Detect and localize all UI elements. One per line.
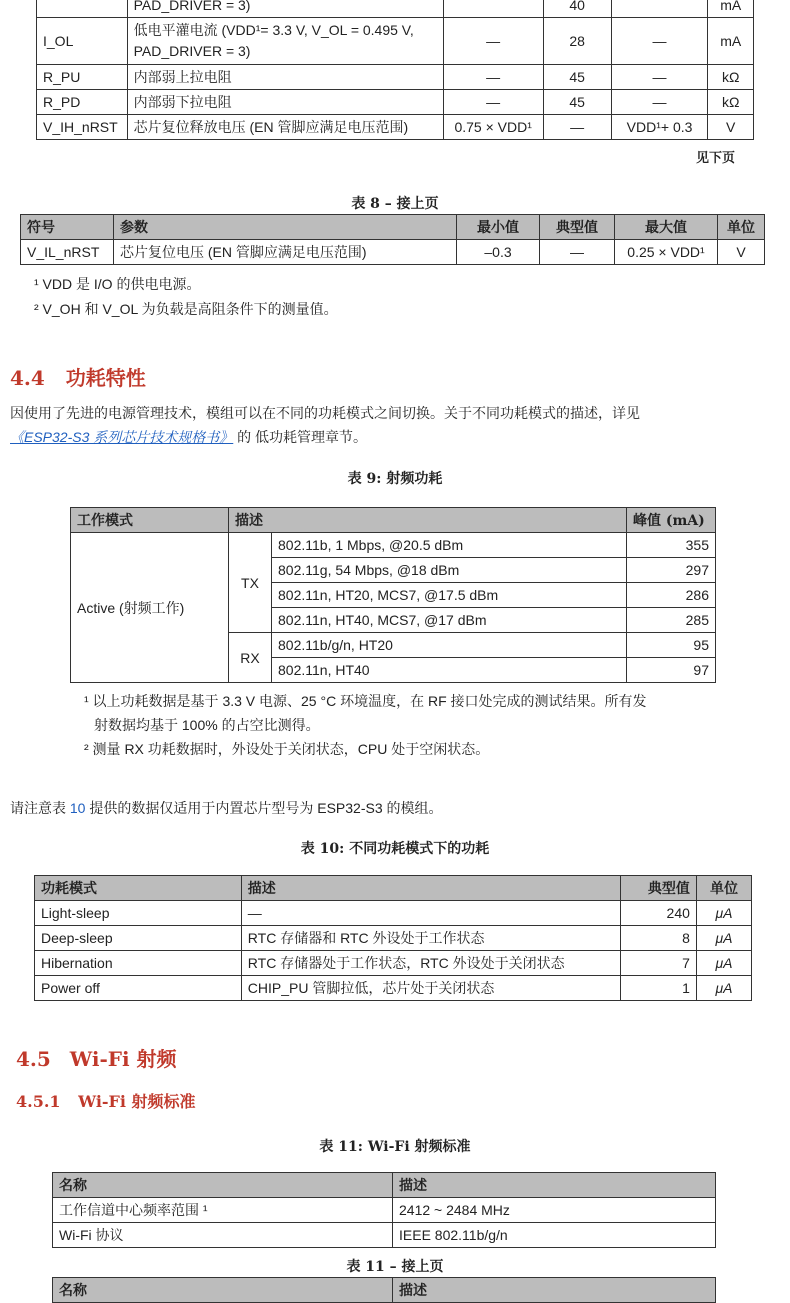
table-cell: —: [241, 901, 620, 926]
table-cell: R_PU: [37, 65, 128, 90]
footnote: ¹ VDD 是 I/O 的供电电源。: [34, 276, 201, 292]
table10-caption: 表 10: 不同功耗模式下的功耗: [300, 841, 490, 857]
column-header: 描述: [241, 876, 620, 901]
table-cell: I_OL: [37, 18, 128, 65]
table-cell: μA: [696, 901, 751, 926]
table-row: [37, 18, 754, 65]
table11-cont: [52, 1277, 716, 1303]
rx-cell: RX: [229, 633, 272, 683]
footnote: ¹ 以上功耗数据是基于 3.3 V 电源、25 °C 环境温度，在 RF 接口处完成的测试结果。所有发: [84, 693, 647, 709]
table-cell: —: [443, 65, 543, 90]
table-row: [35, 926, 752, 951]
tx-cell: TX: [229, 533, 272, 633]
table-cell: 97: [627, 658, 716, 683]
column-header: 典型值: [621, 876, 697, 901]
section-title: Wi-Fi 射频标准: [78, 1092, 196, 1111]
table8-caption: 表 8 – 接上页: [351, 196, 439, 212]
table-cell: RTC 存储器处于工作状态，RTC 外设处于关闭状态: [241, 951, 620, 976]
table-cell: kΩ: [708, 65, 754, 90]
table-cell: 802.11g, 54 Mbps, @18 dBm: [272, 558, 627, 583]
table-cell: 45: [543, 65, 611, 90]
table9: [70, 507, 716, 683]
paragraph-line: 因使用了先进的电源管理技术，模组可以在不同的功耗模式之间切换。关于不同功耗模式的描述，详见: [10, 405, 640, 421]
table-cell: PAD_DRIVER = 3): [127, 0, 443, 18]
table-cell: [611, 0, 708, 18]
paragraph-text: 的 低功耗管理章节。: [233, 429, 368, 445]
section-number: 4.5: [16, 1047, 51, 1071]
table-cell: 297: [627, 558, 716, 583]
table-cell: R_PD: [37, 90, 128, 115]
table9-caption: 表 9: 射频功耗: [347, 471, 443, 487]
table-row: [37, 65, 754, 90]
table-cell: CHIP_PU 管脚拉低，芯片处于关闭状态: [241, 976, 620, 1001]
table-cell: 802.11b/g/n, HT20: [272, 633, 627, 658]
section-number: 4.5.1: [16, 1092, 61, 1111]
section-number: 4.4: [10, 366, 45, 390]
table-cell: 286: [627, 583, 716, 608]
param-line: 低电平灌电流 (VDD¹= 3.3 V, V_OL = 0.495 V,: [133, 22, 414, 38]
notice-paragraph: [10, 796, 443, 820]
table-cell: 内部弱下拉电阻: [127, 90, 443, 115]
table-header-row: [35, 876, 752, 901]
table-cell: 28: [543, 18, 611, 65]
table-header-row: [53, 1173, 716, 1198]
table-cell: [443, 0, 543, 18]
section-heading: [10, 362, 146, 391]
table-cell: Deep-sleep: [35, 926, 242, 951]
table-cell: —: [543, 115, 611, 140]
column-header: 符号: [21, 215, 114, 240]
column-header: 描述: [393, 1278, 716, 1303]
paragraph-text: 提供的数据仅适用于内置芯片型号为 ESP32-S3 的模组。: [85, 800, 443, 816]
table-cell: —: [611, 18, 708, 65]
table-cell: 2412 ~ 2484 MHz: [393, 1198, 716, 1223]
table-cell: 40: [543, 0, 611, 18]
table-cell: mA: [708, 0, 754, 18]
table-cell: V: [718, 240, 765, 265]
table-cell: —: [611, 90, 708, 115]
table-cell: IEEE 802.11b/g/n: [393, 1223, 716, 1248]
table-cell: 802.11n, HT40: [272, 658, 627, 683]
paragraph-line: [10, 425, 367, 449]
table-cell: 7: [621, 951, 697, 976]
table-cell: Hibernation: [35, 951, 242, 976]
column-header: 峰值 (mA): [627, 508, 716, 533]
table-cell: 802.11n, HT20, MCS7, @17.5 dBm: [272, 583, 627, 608]
table-cell: [37, 0, 128, 18]
column-header: 名称: [53, 1278, 393, 1303]
table-cell: VDD¹+ 0.3: [611, 115, 708, 140]
table-cell: μA: [696, 951, 751, 976]
mode-cell: Active (射频工作): [71, 533, 229, 683]
table-row: [53, 1223, 716, 1248]
table-cell: V_IL_nRST: [21, 240, 114, 265]
column-header: 名称: [53, 1173, 393, 1198]
column-header: 单位: [696, 876, 751, 901]
table-cell: 8: [621, 926, 697, 951]
table-cell: 芯片复位电压 (EN 管脚应满足电压范围): [114, 240, 457, 265]
table-header-row: [21, 215, 765, 240]
spec-link[interactable]: 《ESP32-S3 系列芯片技术规格书》: [10, 429, 234, 445]
table-row: [35, 976, 752, 1001]
table11-caption: 表 11: Wi-Fi 射频标准: [319, 1139, 471, 1155]
param-line: PAD_DRIVER = 3): [133, 43, 251, 59]
column-header: 最大值: [615, 215, 718, 240]
table-cell: Light-sleep: [35, 901, 242, 926]
table-cell: [127, 18, 443, 65]
table-cell: –0.3: [457, 240, 540, 265]
table-cell: 1: [621, 976, 697, 1001]
table-cell: 95: [627, 633, 716, 658]
table-cell: —: [443, 90, 543, 115]
continued-label: 见下页: [696, 151, 736, 166]
table-row: [37, 0, 754, 18]
table-cell: 0.25 × VDD¹: [615, 240, 718, 265]
table-cell: 355: [627, 533, 716, 558]
table-cell: 802.11b, 1 Mbps, @20.5 dBm: [272, 533, 627, 558]
column-header: 单位: [718, 215, 765, 240]
table-cell: 240: [621, 901, 697, 926]
column-header: 功耗模式: [35, 876, 242, 901]
table-row: [71, 533, 716, 558]
table-cell: —: [443, 18, 543, 65]
table-ref-link[interactable]: 10: [69, 800, 86, 816]
table-cell: μA: [696, 926, 751, 951]
table10: [34, 875, 752, 1001]
paragraph-text: 请注意表: [10, 800, 70, 816]
table-cell: 285: [627, 608, 716, 633]
column-header: 工作模式: [71, 508, 229, 533]
table11-cont-caption: 表 11 – 接上页: [346, 1259, 444, 1275]
footnote: ² 测量 RX 功耗数据时，外设处于关闭状态，CPU 处于空闲状态。: [84, 741, 490, 757]
column-header: 描述: [229, 508, 627, 533]
table-row: [21, 240, 765, 265]
column-header: 参数: [114, 215, 457, 240]
table-cell: —: [611, 65, 708, 90]
table-cell: —: [540, 240, 615, 265]
table-cell: 内部弱上拉电阻: [127, 65, 443, 90]
table-cell: kΩ: [708, 90, 754, 115]
table8-top: [36, 0, 754, 140]
table-cell: 802.11n, HT40, MCS7, @17 dBm: [272, 608, 627, 633]
table-row: [35, 901, 752, 926]
subsection-heading: [16, 1089, 196, 1112]
table-cell: RTC 存储器和 RTC 外设处于工作状态: [241, 926, 620, 951]
table-row: [35, 951, 752, 976]
column-header: 描述: [393, 1173, 716, 1198]
table-cell: 0.75 × VDD¹: [443, 115, 543, 140]
table-header-row: [71, 508, 716, 533]
table-cell: V_IH_nRST: [37, 115, 128, 140]
table11: [52, 1172, 716, 1248]
table-cell: μA: [696, 976, 751, 1001]
footnote: 射数据均基于 100% 的占空比测得。: [94, 717, 320, 733]
table-cell: V: [708, 115, 754, 140]
table8-cont: [20, 214, 765, 265]
section-title: 功耗特性: [65, 366, 146, 390]
table-cell: mA: [708, 18, 754, 65]
table-row: [37, 115, 754, 140]
table-cell: 45: [543, 90, 611, 115]
section-title: Wi-Fi 射频: [69, 1047, 177, 1071]
table-row: [53, 1198, 716, 1223]
table-cell: 芯片复位释放电压 (EN 管脚应满足电压范围): [127, 115, 443, 140]
column-header: 典型值: [540, 215, 615, 240]
table-row: [37, 90, 754, 115]
section-heading: [16, 1043, 177, 1072]
column-header: 最小值: [457, 215, 540, 240]
table-cell: 工作信道中心频率范围 ¹: [53, 1198, 393, 1223]
table-header-row: [53, 1278, 716, 1303]
table-cell: Power off: [35, 976, 242, 1001]
table-cell: Wi-Fi 协议: [53, 1223, 393, 1248]
footnote: ² V_OH 和 V_OL 为负载是高阻条件下的测量值。: [34, 301, 338, 317]
